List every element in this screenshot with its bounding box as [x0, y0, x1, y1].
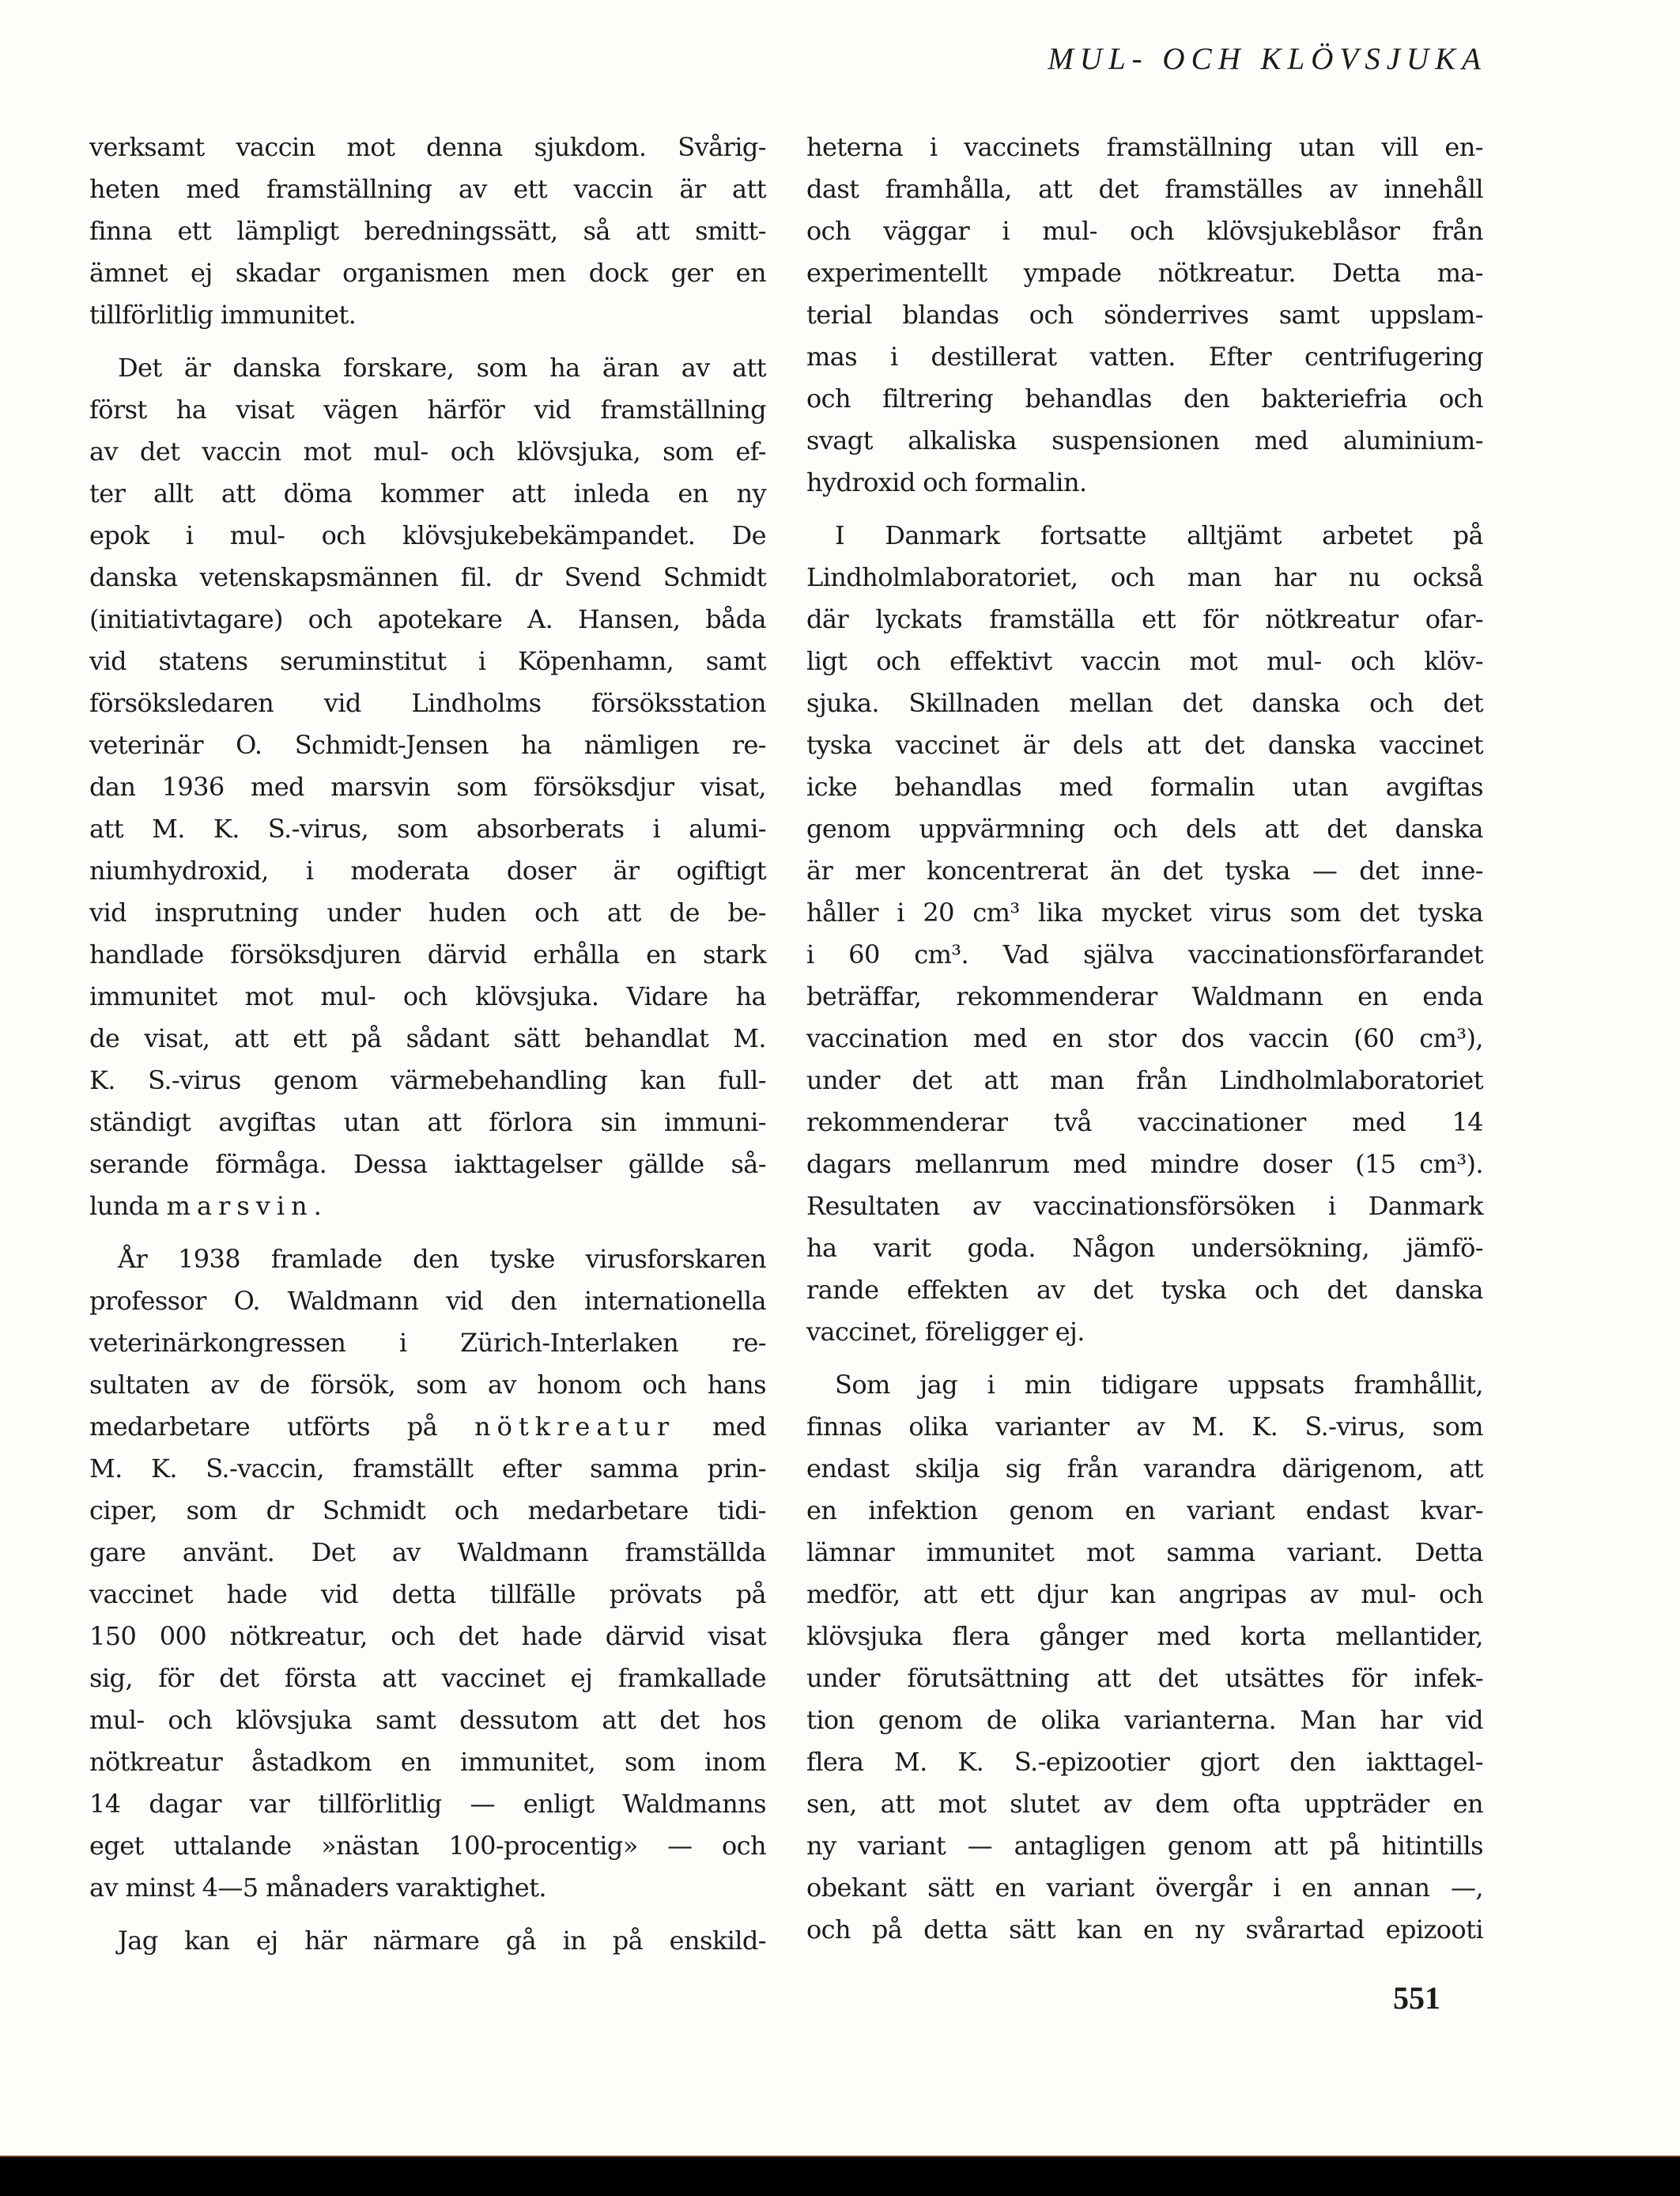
text-line: ämnet ej skadar organismen men dock ger en	[89, 258, 766, 288]
text-line: under förutsättning att det utsättes för infek-	[806, 1663, 1483, 1693]
page-number: 551	[1393, 1980, 1440, 2016]
text-line	[89, 1185, 766, 1227]
text-line: tyska vaccinet är dels att det danska vaccinet	[806, 730, 1483, 760]
text-line: K. S.-virus genom värmebehandling kan full-	[89, 1065, 766, 1095]
paragraph	[806, 1364, 1483, 1951]
text-line: danska vetenskapsmännen fil. dr Svend Schmidt	[89, 562, 766, 592]
text-line: där lyckats framställa ett för nötkreatur ofar-	[806, 604, 1483, 634]
text-line: vaccinet hade vid detta tillfälle prövats på	[89, 1579, 766, 1609]
text-line: av det vaccin mot mul- och klövsjuka, som ef-	[89, 437, 766, 467]
text-line: professor O. Waldmann vid den internationella	[89, 1286, 766, 1316]
text-line: ha varit goda. Någon undersökning, jämfö-	[806, 1233, 1483, 1263]
text-line: veterinärkongressen i Zürich-Interlaken re-	[89, 1328, 766, 1358]
text-line: dagars mellanrum med mindre doser (15 cm³).	[806, 1149, 1483, 1179]
text-line: och filtrering behandlas den bakteriefria och	[806, 384, 1483, 414]
text-line: svagt alkaliska suspensionen med aluminium-	[806, 425, 1483, 455]
text-line: rande effekten av det tyska och det danska	[806, 1275, 1483, 1305]
text-line: ter allt att döma kommer att inleda en ny	[89, 478, 766, 508]
text-line: mas i destillerat vatten. Efter centrifugering	[806, 342, 1483, 372]
text-line: 14 dagar var tillförlitlig — enligt Waldmanns	[89, 1789, 766, 1819]
text-span: .	[313, 1191, 322, 1221]
text-line: är mer koncentrerat än det tyska — det inne-	[806, 856, 1483, 886]
text-line: de visat, att ett på sådant sätt behandlat M.	[89, 1023, 766, 1053]
text-line: ny variant — antagligen genom att på hitintills	[806, 1831, 1483, 1861]
text-line: flera M. K. S.-epizootier gjort den iakttagel-	[806, 1747, 1483, 1777]
paragraph	[89, 1920, 766, 1962]
text-line: dan 1936 med marsvin som försöksdjur visat,	[89, 772, 766, 802]
paragraph	[89, 127, 766, 336]
text-line: genom uppvärmning och dels att det danska	[806, 814, 1483, 844]
text-line: handlade försöksdjuren därvid erhålla en stark	[89, 939, 766, 969]
text-line: i 60 cm³. Vad själva vaccinationsförfarandet	[806, 939, 1483, 969]
running-title: MUL- OCH KLÖVSJUKA	[1048, 42, 1487, 76]
text-line: terial blandas och sönderrives samt uppslam-	[806, 300, 1483, 330]
paragraph	[806, 127, 1483, 504]
paragraph-gap	[806, 1353, 1483, 1364]
text-line: niumhydroxid, i moderata doser är ogiftigt	[89, 856, 766, 886]
text-line: sultaten av de försök, som av honom och hans	[89, 1370, 766, 1400]
text-span: medarbetare utförts på	[89, 1412, 474, 1442]
text-span: med	[675, 1412, 766, 1442]
text-line: verksamt vaccin mot denna sjukdom. Svårig-	[89, 132, 766, 162]
text-line: Det är danska forskare, som ha äran av att	[118, 353, 766, 383]
text-line: och på detta sätt kan en ny svårartad epizooti	[806, 1914, 1483, 1945]
text-line: gare använt. Det av Waldmann framställda	[89, 1537, 766, 1567]
text-line: vid insprutning under huden och att de be-	[89, 898, 766, 928]
text-line: av minst 4—5 månaders varaktighet.	[89, 1873, 546, 1903]
text-line: tion genom de olika varianterna. Man har vid	[806, 1705, 1483, 1735]
text-line: immunitet mot mul- och klövsjuka. Vidare ha	[89, 981, 766, 1011]
paragraph-gap	[89, 1227, 766, 1238]
text-line: heten med framställning av ett vaccin är att	[89, 174, 766, 204]
text-line: hydroxid och formalin.	[806, 467, 1087, 497]
text-line: (initiativtagare) och apotekare A. Hansen, båda	[89, 604, 766, 634]
paragraph-gap	[89, 336, 766, 347]
text-line: finna ett lämpligt beredningssätt, så att smitt-	[89, 216, 766, 246]
emphasis-spaced: nötkreatur	[474, 1412, 676, 1442]
text-line: vaccinet, föreligger ej.	[806, 1317, 1085, 1347]
text-line	[89, 1406, 766, 1448]
text-line: försöksledaren vid Lindholms försöksstation	[89, 688, 766, 718]
paragraph-gap	[806, 504, 1483, 515]
text-line: att M. K. S.-virus, som absorberats i alumi-	[89, 814, 766, 844]
scan-border	[0, 2156, 1680, 2196]
text-line: Som jag i min tidigare uppsats framhållit,	[835, 1370, 1483, 1400]
paragraph	[89, 1238, 766, 1909]
text-line: sen, att mot slutet av dem ofta uppträder en	[806, 1789, 1483, 1819]
text-line: finnas olika varianter av M. K. S.-virus, som	[806, 1412, 1483, 1442]
text-span: lunda	[89, 1191, 167, 1221]
text-line: obekant sätt en variant övergår i en annan —,	[806, 1873, 1483, 1903]
paragraph	[806, 515, 1483, 1353]
text-line: lämnar immunitet mot samma variant. Detta	[806, 1537, 1483, 1567]
left-column	[89, 127, 766, 1962]
text-line: under det att man från Lindholmlaboratoriet	[806, 1065, 1483, 1095]
text-line: mul- och klövsjuka samt dessutom att det hos	[89, 1705, 766, 1735]
text-line: Resultaten av vaccinationsförsöken i Danmark	[806, 1191, 1483, 1221]
text-line: Jag kan ej här närmare gå in på enskild-	[118, 1926, 766, 1956]
text-line: först ha visat vägen härför vid framställning	[89, 395, 766, 425]
text-line: veterinär O. Schmidt-Jensen ha nämligen re-	[89, 730, 766, 760]
text-line: håller i 20 cm³ lika mycket virus som det tyska	[806, 898, 1483, 928]
text-line: icke behandlas med formalin utan avgiftas	[806, 772, 1483, 802]
text-line: vaccination med en stor dos vaccin (60 cm³),	[806, 1023, 1483, 1053]
text-line: 150 000 nötkreatur, och det hade därvid visat	[89, 1621, 766, 1651]
text-line: beträffar, rekommenderar Waldmann en enda	[806, 981, 1483, 1011]
text-line: Lindholmlaboratoriet, och man har nu också	[806, 562, 1483, 592]
right-column	[806, 127, 1483, 1951]
text-line: och väggar i mul- och klövsjukeblåsor från	[806, 216, 1483, 246]
text-line: I Danmark fortsatte alltjämt arbetet på	[835, 520, 1483, 550]
text-line: experimentellt ympade nötkreatur. Detta ma-	[806, 258, 1483, 288]
text-line: heterna i vaccinets framställning utan vill en-	[806, 132, 1483, 162]
text-line: ständigt avgiftas utan att förlora sin immuni-	[89, 1107, 766, 1137]
text-line: klövsjuka flera gånger med korta mellantider,	[806, 1621, 1483, 1651]
text-line: dast framhålla, att det framställes av innehåll	[806, 174, 1483, 204]
text-line: medför, att ett djur kan angripas av mul- och	[806, 1579, 1483, 1609]
emphasis-spaced: marsvin	[166, 1191, 314, 1221]
text-line: tillförlitlig immunitet.	[89, 300, 357, 330]
text-line: en infektion genom en variant endast kvar-	[806, 1495, 1483, 1525]
text-line: vid statens seruminstitut i Köpenhamn, samt	[89, 646, 766, 676]
paragraph	[89, 347, 766, 1227]
text-line: eget uttalande »nästan 100-procentig» — och	[89, 1831, 766, 1861]
text-line: ciper, som dr Schmidt och medarbetare tidi-	[89, 1495, 766, 1525]
text-line: rekommenderar två vaccinationer med 14	[806, 1107, 1483, 1137]
text-line: ligt och effektivt vaccin mot mul- och klöv-	[806, 646, 1483, 676]
paragraph-gap	[89, 1909, 766, 1920]
text-line: sjuka. Skillnaden mellan det danska och det	[806, 688, 1483, 718]
text-line: År 1938 framlade den tyske virusforskaren	[118, 1244, 766, 1274]
text-line: serande förmåga. Dessa iakttagelser gällde så-	[89, 1149, 766, 1179]
text-line: nötkreatur åstadkom en immunitet, som inom	[89, 1747, 766, 1777]
text-line: epok i mul- och klövsjukebekämpandet. De	[89, 520, 766, 550]
text-line: endast skilja sig från varandra därigenom, att	[806, 1453, 1483, 1484]
text-line: M. K. S.-vaccin, framställt efter samma prin-	[89, 1453, 766, 1484]
text-line: sig, för det första att vaccinet ej framkallade	[89, 1663, 766, 1693]
